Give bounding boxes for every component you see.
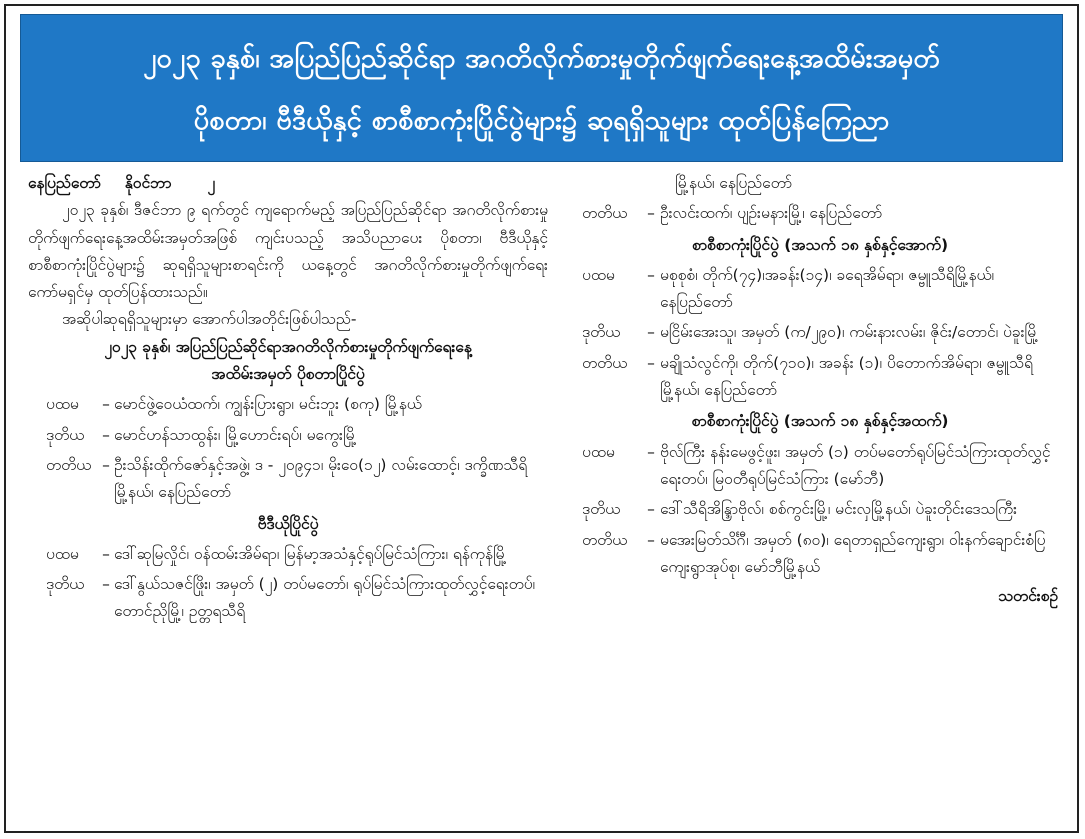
dash: –	[647, 442, 655, 461]
rank-label: တတိယ	[582, 204, 628, 223]
winner-details: မောင်ဟန်သာထွန်း၊ မြို့ဟောင်းရပ်၊ မကွေးမြို့	[114, 425, 357, 444]
video-winner-3	[582, 200, 1058, 227]
essay-under18-heading: စာစီစာကုံးပြိုင်ပွဲ (အသက် ၁၈ နှစ်နှင့်အောက်)	[691, 235, 949, 254]
essay-under18-winner-3	[582, 350, 1058, 405]
headline-banner	[20, 14, 1063, 162]
dash: –	[647, 204, 655, 223]
essay-under18-winner-2	[582, 319, 1058, 346]
poster-winner-2	[28, 422, 548, 449]
left-column	[28, 170, 548, 626]
poster-winner-1	[28, 391, 548, 418]
winner-details: မချိုသံလွင်ကို၊ တိုက်(၇၁၀)၊ အခန်း (၁)၊ ပိတောက်အိမ်ရာ၊ ဇမ္ဗူသီရိမြို့နယ်၊ နေပြည်တော်	[660, 353, 1033, 400]
winner-details: မစုစုစံ၊ တိုက်(၇၄)၊အခန်း(၁၄)၊ ခရေအိမ်ရာ၊ ဇမ္ဗူသီရိမြို့နယ်၊ နေပြည်တော်	[660, 265, 995, 312]
winner-details: ဦးလင်းထက်၊ ပျဉ်းမနားမြို့၊ နေပြည်တော်	[660, 204, 883, 223]
dash: –	[647, 353, 655, 372]
rank-label: တတိယ	[46, 455, 92, 474]
essay-over18-winner-2	[582, 496, 1058, 523]
dash: –	[647, 500, 655, 519]
video-winner-2-continuation: မြို့နယ်၊ နေပြည်တော်	[675, 174, 793, 192]
rank-label: ပထမ	[46, 544, 79, 563]
essay-over18-winner-3	[582, 527, 1058, 582]
winner-details: မအေးမြတ်သိင်္ဂီ၊ အမှတ် (၈၀)၊ ရေတာရှည်ကျေးရွာ၊ ဝါးနက်ချောင်းစံပြကျေးရွာအုပ်စု၊ မော်ဘီမြို့နယ်	[660, 530, 1046, 576]
poster-heading-1: ၂၀၂၃ ခုနှစ်၊ အပြည်ပြည်ဆိုင်ရာအဂတိလိုက်စားမှုတိုက်ဖျက်ရေးနေ့	[104, 337, 472, 356]
dateline-place: နေပြည်တော်	[28, 174, 101, 192]
dash: –	[647, 530, 655, 549]
rank-label: ပထမ	[46, 395, 79, 414]
winner-details: ဒေါ်ဆုမြလှိုင်၊ ဝန်ထမ်းအိမ်ရာ၊ မြန်မာ့အသံနှင့်ရုပ်မြင်သံကြား၊ ရန်ကုန်မြို့	[114, 544, 507, 563]
essay-over18-winner-1	[582, 439, 1058, 494]
rank-label: တတိယ	[582, 530, 628, 549]
dateline	[28, 170, 548, 197]
essay-over18-heading: စာစီစာကုံးပြိုင်ပွဲ (အသက် ၁၈ နှစ်နှင့်အထက်)	[691, 412, 949, 431]
winner-details: ဒေါ်နွယ်သဇင်ဖြိုး၊ အမှတ် (၂) တပ်မတော်၊ ရုပ်မြင်သံကြားထုတ်လွှင့်ရေးတပ်၊ တောင်ညိုမြို့၊ ဥတ္တရသီရိ	[114, 575, 535, 621]
right-column	[582, 170, 1058, 610]
dateline-month: နိုဝင်ဘာ	[124, 174, 172, 192]
poster-heading-2: အထိမ်းအမှတ် ပိုစတာပြိုင်ပွဲ	[211, 365, 365, 384]
essay-under18-winner-1	[582, 262, 1058, 317]
headline-line-1: ၂၀၂၃ ခုနှစ်၊ အပြည်ပြည်ဆိုင်ရာ အဂတိလိုက်စားမှုတိုက်ဖျက်ရေးနေ့အထိမ်းအမှတ်	[143, 43, 940, 74]
poster-winner-3	[28, 452, 548, 507]
dash: –	[102, 575, 110, 594]
dateline-day: ၂	[207, 174, 215, 192]
winner-details: ဦးသိန်းထိုက်ဇော်နှင့်အဖွဲ့၊ ဒ - ၂၀၉၄၁၊ မိုးဝေ(၁၂) လမ်းထောင့်၊ ဒက္ခိဏသီရိမြို့နယ်၊ နေပြည်တော်	[114, 455, 528, 502]
intro-paragraph-2: အဆိုပါဆုရရှိသူများမှာ အောက်ပါအတိုင်းဖြစ်ပါသည်-	[62, 310, 357, 329]
dash: –	[102, 425, 110, 444]
rank-label: ပထမ	[582, 265, 615, 284]
rank-label: ပထမ	[582, 442, 615, 461]
headline-line-2: ပိုစတာ၊ ဗီဒီယိုနှင့် စာစီစာကုံးပြိုင်ပွဲများ၌ ဆုရရှိသူများ ထုတ်ပြန်ကြေညာ	[193, 105, 890, 136]
rank-label: ဒုတိယ	[582, 500, 621, 519]
dash: –	[102, 395, 110, 414]
video-winner-2	[28, 571, 548, 626]
dash: –	[647, 323, 655, 342]
byline-signature: သတင်းစဉ်	[998, 587, 1058, 606]
winner-details: မငြိမ်းအေးသူ၊ အမှတ် (က/၂၉၀)၊ ကမ်းနားလမ်း၊ ဇိုင်း/တောင်၊ ပဲခူးမြို့	[660, 323, 1039, 342]
rank-label: ဒုတိယ	[46, 425, 85, 444]
winner-details: ဒေါ်သီရိအိန္ဒြာဗိုလ်၊ စစ်ကွင်းမြို့၊ မင်းလှမြို့နယ်၊ ပဲခူးတိုင်းဒေသကြီး	[660, 500, 1018, 519]
rank-label: တတိယ	[582, 353, 628, 372]
video-heading: ဗီဒီယိုပြိုင်ပွဲ	[257, 514, 319, 533]
dash: –	[102, 544, 110, 563]
rank-label: ဒုတိယ	[582, 323, 621, 342]
rank-label: ဒုတိယ	[46, 575, 85, 594]
winner-details: မောင်ဖွဲ့ဝေယံထက်၊ ကျွန်းပြားရွာ၊ မင်းဘူး (စကု) မြို့နယ်	[114, 395, 422, 414]
winner-details: ဗိုလ်ကြီး နန်းမေဖွင့်ဖူး၊ အမှတ် (၁) တပ်မတော်ရုပ်မြင်သံကြားထုတ်လွှင့်ရေးတပ်၊ မြဝတီရုပ်မြင်သံကြား (မော်ဘီ)	[660, 442, 1051, 488]
video-winner-1	[28, 541, 548, 568]
intro-paragraph: ၂၀၂၃ ခုနှစ်၊ ဒီဇင်ဘာ ၉ ရက်တွင် ကျရောက်မည့် အပြည်ပြည်ဆိုင်ရာ အဂတိလိုက်စားမှုတိုက်ဖျက်ရေးနေ့အထိမ်းအမှတ်အဖြစ် ကျင်းပသည့် အသိပညာပေး ပိုစတာ၊ ဗီဒီယိုနှင့် စာစီစာကုံးပြိုင်ပွဲများ၌ ဆုရရှိသူများစာရင်းကို ယနေ့တွင် အဂတိလိုက်စားမှုတိုက်ဖျက်ရေး ကော်မရှင်မှ ထုတ်ပြန်ထားသည်။	[28, 201, 548, 302]
dash: –	[647, 265, 655, 284]
dash: –	[102, 455, 110, 474]
